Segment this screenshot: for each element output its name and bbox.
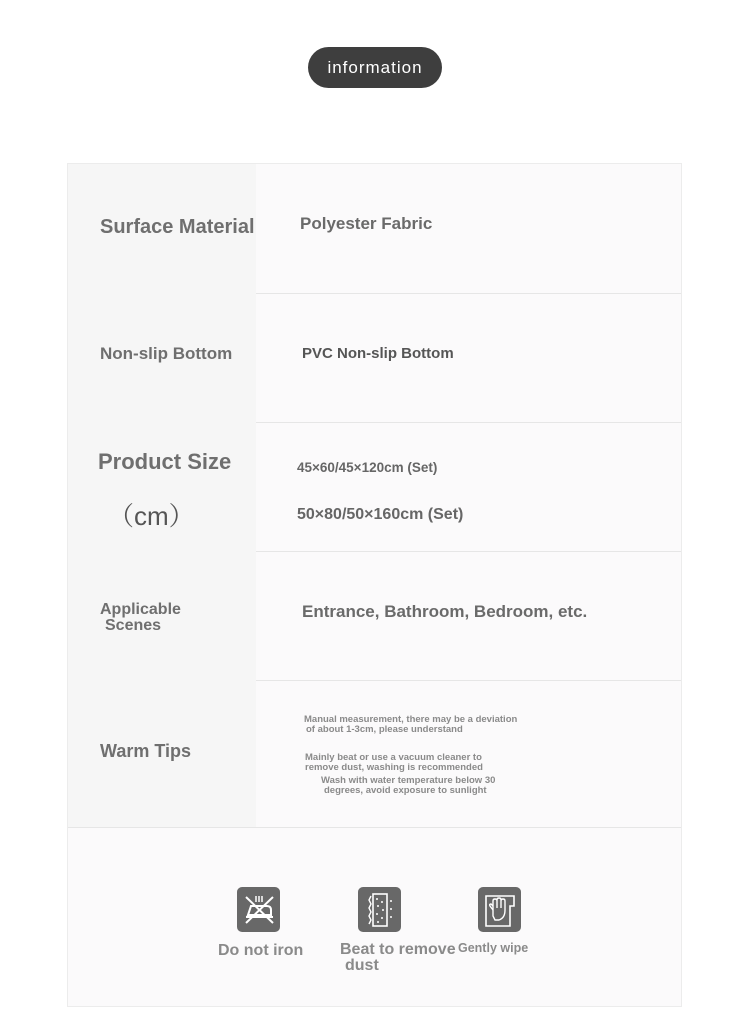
care-label-beat-dust-line1: Beat to remove [340,941,456,958]
care-label-beat-dust [340,942,456,974]
surface-material-value: Polyester Fabric [300,214,433,233]
tip-line: of about 1-3cm, please understand [306,724,463,735]
row-surface-material [68,164,681,294]
information-badge: information [308,47,442,88]
product-size-value-2: 50×80/50×160cm (Set) [297,506,464,523]
non-slip-bottom-value: PVC Non-slip Bottom [302,345,454,362]
applicable-scenes-value: Entrance, Bathroom, Bedroom, etc. [302,602,588,621]
product-size-label: Product Size [98,449,232,474]
gentle-wipe-icon [478,887,521,932]
row-warm-tips [68,680,681,828]
care-label-do-not-iron: Do not iron [218,942,304,959]
product-size-unit: （cm） [108,501,195,531]
tip-line: Mainly beat or use a vacuum cleaner to [305,752,482,763]
applicable-scenes-label-line2: Scenes [105,617,162,634]
warm-tips-label: Warm Tips [100,741,192,761]
non-slip-bottom-label: Non-slip Bottom [100,344,233,363]
applicable-scenes-label [100,602,181,634]
tip-line: degrees, avoid exposure to sunlight [324,785,487,796]
care-label-gently-wipe: Gently wipe [458,941,529,955]
tip-line: remove dust, washing is recommended [305,762,483,773]
tip-line: Wash with water temperature below 30 [321,775,496,786]
row-applicable-scenes [68,551,681,681]
beat-dust-icon [358,887,401,932]
surface-material-label: Surface Material [100,216,255,238]
product-size-value-1: 45×60/45×120cm (Set) [297,460,438,475]
tip-line: Manual measurement, there may be a deviation [304,714,518,725]
product-info-table [67,163,682,1007]
no-iron-icon [237,887,280,932]
applicable-scenes-label-line1: Applicable [100,601,181,618]
row-product-size [68,422,681,552]
care-label-beat-dust-line2: dust [345,957,379,974]
care-instructions [68,827,681,1006]
row-non-slip-bottom [68,293,681,423]
